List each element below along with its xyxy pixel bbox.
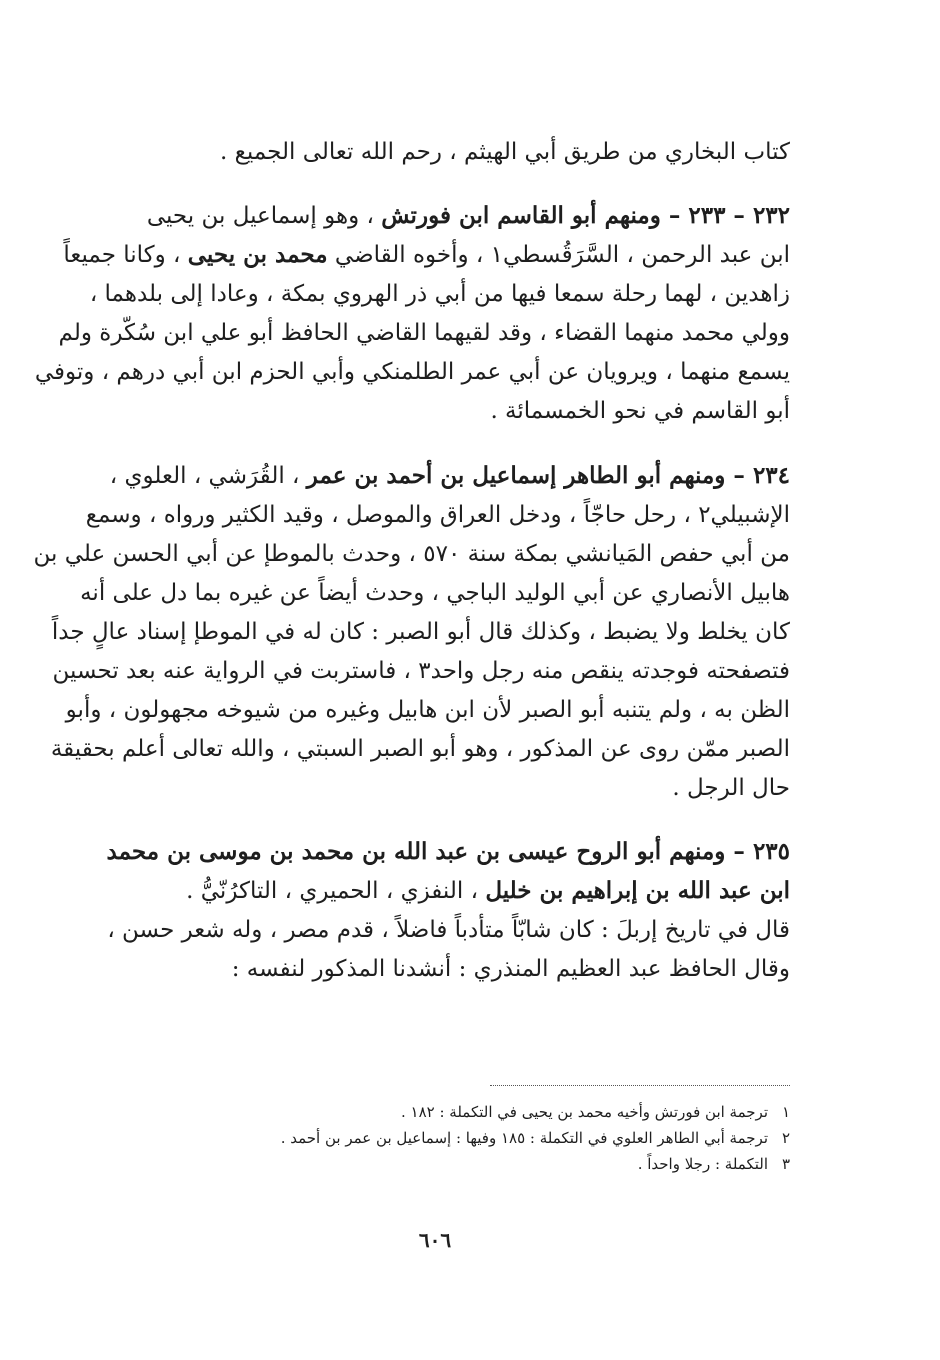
text-line: فتصفحته فوجدته ينقص منه رجل واحد٣ ، فاستربت في الرواية عنه بعد تحسين: [52, 658, 790, 684]
text-line: كان يخلط ولا يضبط ، وكذلك قال أبو الصبر : كان له في الموطإ إسناد عالٍ جداً: [51, 619, 790, 645]
footnote-text: ترجمة أبي الطاهر العلوي في التكملة : ١٨٥ وفيها : إسماعيل بن عمر بن أحمد .: [280, 1129, 768, 1147]
text-line: الإشبيلي٢ ، رحل حاجّاً ، ودخل العراق والموصل ، وقيد الكثير ورواه ، وسمع: [85, 502, 790, 528]
text-line: زاهدين ، لهما رحلة سمعا فيها من أبي ذر الهروي بمكة ، وعادا إلى بلدهما ،: [89, 281, 790, 307]
entry-heading: ٢٣٥ – ومنهم أبو الروح عيسى بن عبد الله بن محمد بن موسى بن محمد: [106, 838, 790, 865]
text-line: قال في تاريخ إربلَ : كان شابّاً متأدباً فاضلاً ، قدم مصر ، وله شعر حسن ،: [107, 917, 790, 943]
text-line: ابن عبد الرحمن ، السَّرَقُسطي١ ، وأخوه القاضي محمد بن يحيى ، وكانا جميعاً: [63, 241, 790, 268]
person-name: ابن عبد الله بن إبراهيم بن خليل: [485, 877, 790, 904]
entry-heading: ٢٣٢ – ٢٣٣ – ومنهم أبو القاسم ابن فورتش: [381, 202, 790, 229]
entry-heading: ٢٣٤ – ومنهم أبو الطاهر إسماعيل بن أحمد بن عمر: [306, 462, 790, 489]
footnote-text: التكملة : رجلا واحداً .: [637, 1155, 768, 1173]
text-line: أبو القاسم في نحو الخمسمائة .: [490, 398, 790, 424]
text-line: من أبي حفص المَيانشي بمكة سنة ٥٧٠ ، وحدث بالموطإ عن أبي الحسن علي بن: [33, 541, 790, 567]
text-line: وقال الحافظ عبد العظيم المنذري : أنشدنا المذكور لنفسه :: [231, 956, 790, 982]
text-line: الصبر ممّن روى عن المذكور ، وهو أبو الصبر السبتي ، والله تعالى أعلم بحقيقة: [50, 736, 790, 762]
footnote-number: ٢: [781, 1129, 790, 1147]
footnote-number: ١: [781, 1103, 790, 1121]
footnote: [150, 1126, 790, 1150]
footnote-divider: [490, 1085, 790, 1086]
footnote-number: ٣: [781, 1155, 790, 1173]
text-line: هابيل الأنصاري عن أبي الوليد الباجي ، وحدث أيضاً عن غيره بما دل على أنه: [80, 580, 790, 606]
text-line: يسمع منهما ، ويرويان عن أبي عمر الطلمنكي وأبي الحزم ابن أبي درهم ، وتوفي: [34, 359, 790, 385]
text-line: حال الرجل .: [672, 775, 790, 801]
entry-heading-line: [106, 834, 790, 870]
page-number: ٦٠٦: [418, 1228, 452, 1252]
person-name: محمد بن يحيى: [187, 241, 328, 268]
entry-heading-line: ٢٣٤ – ومنهم أبو الطاهر إسماعيل بن أحمد بن عمر ، القُرَشي ، العلوي ،: [109, 462, 790, 489]
footnote: [150, 1100, 790, 1124]
footnote: [150, 1152, 790, 1176]
text-line: ابن عبد الله بن إبراهيم بن خليل ، النفزي ، الحميري ، التاكرُنّيُّ .: [186, 877, 790, 904]
text-line: كتاب البخاري من طريق أبي الهيثم ، رحم الله تعالى الجميع .: [220, 139, 790, 165]
text-line: وولي محمد منهما القضاء ، وقد لقيهما القاضي الحافظ أبو علي ابن سُكّرة ولم: [58, 320, 790, 346]
footnote-text: ترجمة ابن فورتش وأخيه محمد بن يحيى في التكملة : ١٨٢ .: [400, 1103, 768, 1121]
entry-heading-line: ٢٣٢ – ٢٣٣ – ومنهم أبو القاسم ابن فورتش ، وهو إسماعيل بن يحيى: [146, 202, 790, 229]
text-line: الظن به ، ولم يتنبه أبو الصبر لأن ابن هابيل وغيره من شيوخه مجهولون ، وأبو: [65, 697, 790, 723]
